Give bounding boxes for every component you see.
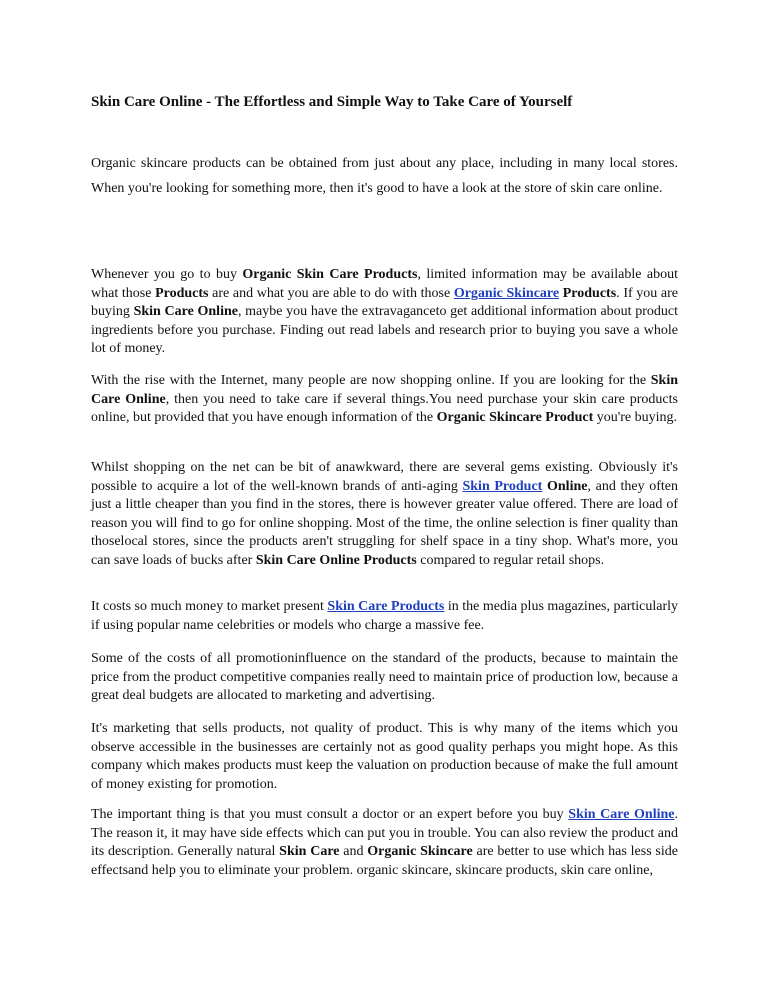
p3-bold-1: Online	[547, 478, 588, 494]
p7-text-2: . The reason it, it may have side effects which can put you in trouble. You can also review the product and its description. Generally natural	[91, 807, 678, 860]
skin-product-link[interactable]: Skin Product	[462, 478, 543, 494]
p7-bold-2: Organic Skincare	[367, 844, 473, 860]
paragraph-2	[91, 372, 678, 428]
paragraph-7	[91, 806, 678, 880]
p1-bold-4: Skin Care Online	[133, 304, 238, 320]
p1-bold-1: Organic Skin Care Products	[242, 267, 418, 282]
paragraph-4	[91, 598, 678, 635]
p7-text-4: are better to use which has less side effectsand help you to eliminate your problem. organic skincare, skincare products, skin care online,	[91, 844, 678, 878]
p1-text-2: , limited information may be available about what those	[91, 267, 678, 301]
p4-text-1: It costs so much money to market present	[91, 599, 328, 614]
p4-text-2: in the media plus magazines, particularly if using popular name celebrities or models who charge a massive fee.	[91, 599, 679, 633]
p7-bold-1: Skin Care	[279, 844, 340, 860]
skin-care-online-link[interactable]: Skin Care Online	[568, 807, 675, 822]
paragraph-5: Some of the costs of all promotioninfluence on the standard of the products, because to maintain the price from the product competitive companies really need to maintain price of production low, because a great deal budgets are allocated to marketing and advertising.	[91, 651, 678, 704]
p2-text-1: With the rise with the Internet, many people are now shopping online. If you are looking for the	[91, 373, 651, 388]
p3-text-4: compared to regular retail shops.	[416, 552, 605, 568]
paragraph-6: It's marketing that sells products, not quality of product. This is why many of the items which you observe accessible in the businesses are certainly not as good quality perhaps you might hope. As this company which makes products must keep the valuation on production because of make the full amount of money existing for promotion.	[91, 721, 678, 792]
p1-text-1: Whenever you go to buy	[91, 267, 243, 282]
p7-text-3: and	[339, 844, 368, 860]
p7-text-1: The important thing is that you must consult a doctor or an expert before you buy	[91, 807, 569, 822]
p3-bold-2: Skin Care Online Products	[255, 552, 417, 568]
p1-bold-3: Products	[562, 285, 617, 301]
skin-care-products-link[interactable]: Skin Care Products	[327, 599, 445, 614]
p1-bold-2: Products	[155, 285, 209, 301]
p3-text-1: Whilst shopping on the net can be bit of anawkward, there are several gems existing. Obviously it's possible to acquire a lot of the well-known brands of anti-aging	[91, 460, 678, 494]
p1-text-5: . If you are buying	[91, 285, 679, 320]
p3-text-3: , and they often just a little cheaper than you find in the stores, there is however greater value offered. There are load of reason you will find to go for online shopping. Most of the time, the online selection is finer quality than thoselocal stores, since the products aren't struggling for shelf space in a tiny shop. What's more, you can save loads of bucks after	[91, 478, 678, 568]
organic-skincare-link[interactable]: Organic Skincare	[453, 285, 560, 301]
page-title: Skin Care Online - The Effortless and Simple Way to Take Care of Yourself	[91, 94, 573, 110]
p1-text-3: are and what you are able to do with those	[208, 285, 454, 301]
intro-paragraph: Organic skincare products can be obtained from just about any place, including in many local stores. When you're looking for something more, then it's good to have a look at the store of skin care online.	[91, 156, 678, 196]
p2-bold-1: Skin Care Online	[91, 373, 678, 407]
p2-text-2: , then you need to take care if several things.You need purchase your skin care products online, but provided that you have enough information of the	[91, 391, 678, 426]
p1-text-6: , maybe you have the extravaganceto get additional information about product ingredients before you purchase. Finding out read labels and research prior to buying you save a whole lot of money.	[91, 304, 678, 357]
paragraph-1	[91, 266, 678, 359]
p2-text-3: you're buying.	[593, 410, 678, 426]
paragraph-3	[91, 459, 678, 571]
p2-bold-2: Organic Skincare Product	[436, 410, 594, 426]
